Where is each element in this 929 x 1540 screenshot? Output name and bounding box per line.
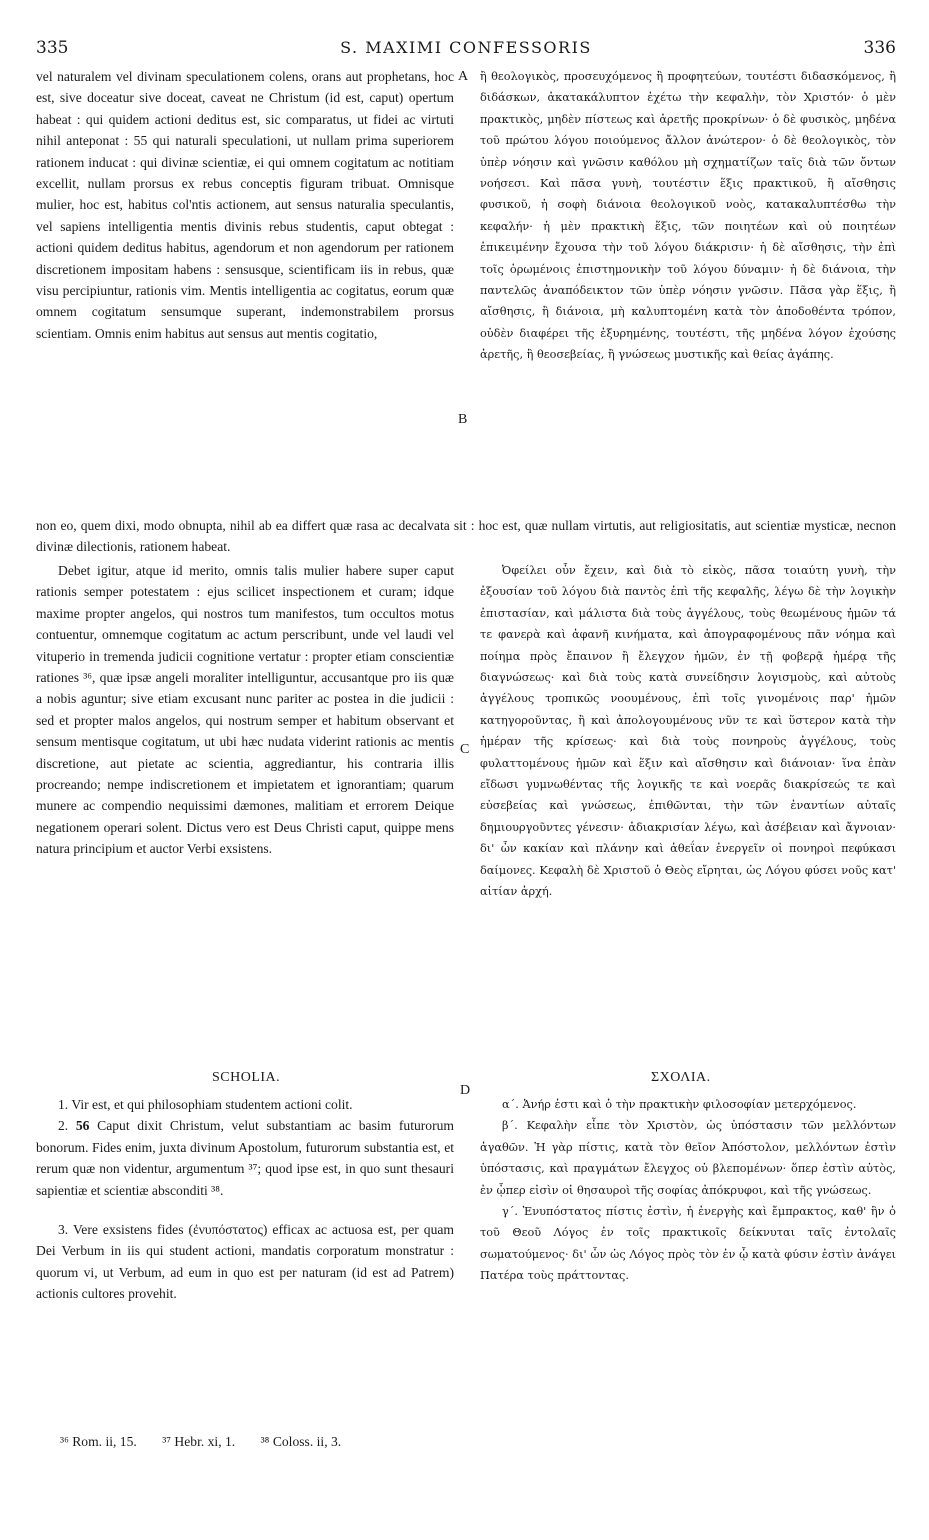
running-title: S. MAXIMI CONFESSORIS [340,38,592,57]
scholion-greek-3: γ΄. Ἐνυπόστατος πίστις ἐστὶν, ἡ ἐνεργὴς καὶ ἔμπρακτος, καθ' ἣν ὁ τοῦ Θεοῦ Λόγος ἐν τοῖς πρακτικοῖς δείκνυται ταῖς ἐντολαῖς σωματούμενος· δι' ὧν ὡς Λόγος πρὸς τὸν ἐν ᾧ κατὰ φύσιν ἐστὶν ἀνάγει Πατέρα τοὺς πράττοντας. [480,1205,896,1283]
footnote-36: ³⁶ Rom. ii, 15. [60,1434,137,1449]
latin-text-2: Debet igitur, atque id merito, omnis talis mulier habere super caput rationis semper potestatem : ejus scilicet inspectionem et curam; idque maxime propter angelos, qui nostros tum manifestos, tum occultos motus contuentur, omnemque cogitatum ac actum perscribunt, unde vel laudi vel vituperio in tremenda judicii cognitione vertatur : propter etiam conscientiæ rationes ³⁶, quæ ipsæ angeli moraliter intelliguntur, accusantque pro iis quæ a nobis aguntur; sive etiam excusant nunc pariter ac postea in die judicii : sed et propter malos angelos, qui nostrum semper et habitum observant et sensum mentisque cogitatum, ut ubi hæc nudata viderint rationis ac mentis discretione, aut pietate ac scientia, aggrediantur, his contraria illis procreando; nempe indiscretionem et impietatem et ignorantiam; quarum munere ac compendio nequissimi dæmones, malitiam et errorem Deique negationem operari solent. Dictus vero est Deus Christi caput, quippe mens natura principium et auctor Verbi exsistens. [36,563,454,857]
scholion-latin-3: 3. Vere exsistens fides (ἐνυπόστατος) efficax ac actuosa est, per quam Dei Verbum in iis qui student actioni, mandatis corporatum monstratur : quorum vi, ut Verbum, ad eum in quo est per naturam (id est ad Patrem) actionis cultores provehit. [36,1222,454,1302]
section-marker-a: A [458,69,469,84]
margin-number: 56 [75,1118,90,1134]
scholion-latin-2-number: 2. [58,1118,69,1134]
page-number-left: 335 [36,38,69,58]
scholia-latin [36,1094,454,1305]
scholion-greek-1: α΄. Ἀνήρ ἐστι καὶ ὁ τὴν πρακτικὴν φιλοσοφίαν μετερχόμενος. [502,1098,857,1111]
greek-text-1: ἢ θεολογικὸς, προσευχόμενος ἢ προφητεύων, τουτέστι διδασκόμενος, ἢ διδάσκων, ἀκατακάλυπτον ἐχέτω τὴν κεφαλὴν, τὸν Χριστόν· ὁ μὲν πρακτικὸς, μηδὲν πίστεως καὶ ἀρετῆς προκρίνων· ὁ δὲ φυσικὸς, μηδένα τοῦ πρώτου λόγου ποιούμενος ἄλλον ἀνώτερον· ὁ δὲ θεολογικὸς, τὸν ὑπὲρ νόησιν καὶ γνῶσιν καθόλου μὴ σχηματίζων ταῖς διὰ τῶν ὄντων νοήσεσι. Καὶ πᾶσα γυνὴ, τουτέστιν ἕξις πρακτικοῦ, ἢ αἴσθησις φυσικοῦ, ἡ σοφὴ διάνοια θεολογικοῦ νοὸς, κατακαλυπτέσθω τὴν κεφαλήν· ἡ μὲν πρακτικὴ ἕξις, τῶν ποιητέων καὶ οὐ ποιητέων ἐπικειμένην ἔχουσα τὴν τοῦ λόγου διάκρισιν· ἡ δὲ αἴσθησις, τὴν ἐπὶ τοῖς ὁρωμένοις ἐπιστημονικὴν τοῦ λόγου δύναμιν· ἡ δὲ διάνοια, τὴν παντελῶς ἀναπόδεικτον τῶν ὑπὲρ νόησιν γνῶσιν. Πᾶσα γὰρ ἕξις, ἢ αἴσθησις, ἢ διάνοια, μὴ καλυπτομένη κατὰ τὸν ἀποδοθέντα τρόπον, οὐδὲν διαφέρει τῆς ἐξυρημένης, τουτέστι, τῆς μηδένα λόγον ἐχούσης ἀρετῆς, ἢ θεοσεβείας, ἢ γνώσεως μυστικῆς καὶ θείας ἀγάπης. [480,70,896,362]
section-marker-c: C [460,742,470,757]
page-number-right: 336 [863,38,896,58]
scholia-greek-heading: ΣΧΟΛΙΑ. [651,1070,711,1085]
scholion-latin-2 [36,1115,454,1201]
scholia-greek [480,1094,896,1287]
section-marker-b: B [458,412,468,427]
footnote-37: ³⁷ Hebr. xi, 1. [162,1434,236,1449]
scholion-latin-2-text: Caput dixit Christum, velut substantiam ac basim futurorum bonorum. Fides enim, juxta divinum Apostolum, futurorum substantia est, et rerum quæ non videntur, argumentum ³⁷; quod ipse est, in quo sunt thesauri sapientiæ et scientiæ absconditi ³⁸. [36,1118,454,1198]
footnotes [60,1434,363,1450]
section-marker-d: D [460,1083,471,1098]
latin-text-full-width: non eo, quem dixi, modo obnupta, nihil ab ea differt quæ rasa ac decalvata sit : hoc est, quæ nullam virtutis, aut religiositatis, aut scientiæ mysticæ, necnon divinæ dilectionis, rationem habeat. [36,518,896,555]
footnote-38: ³⁸ Coloss. ii, 3. [260,1434,342,1449]
latin-text-1: vel naturalem vel divinam speculationem colens, orans aut prophetans, hoc est, sive doceatur sive doceat, caveat ne Christum (id est, caput) opertum habeat : qui quidem actioni deditus est, sic comparatus, ut fidei ac virtuti nihil anteponat : 55 qui naturali speculationi, ut nullam prima superiorem rationem inducat : qui divinæ scientiæ, ei qui omnem cogitatum ac notitiam excellit, nullam prorsus ex rebus conceptis figuram tribuat. Omnisque mulier, hoc est, habitus col'ntis actionem, aut sensus naturalia speculantis, vel sapiens intelligentia mentis divinis rebus studentis, caput obtegat : actioni quidem deditus habitus, agendorum et non agendorum per rationem discretionem impositam habens : sensusque, scientificam iis in rebus, quæ visu percipiuntur, rationis vim. Mentis intelligentia ac cogitatus, eorum quæ omnem cogitatum sensumque superant, indemonstrabilem prorsus scientiam. Omnis enim habitus aut sensus aut mentis cogitatio, [36,69,454,341]
scholion-latin-1: 1. Vir est, et qui philosophiam studentem actioni colit. [58,1097,353,1112]
scholion-greek-2: β΄. Κεφαλὴν εἶπε τὸν Χριστὸν, ὡς ὑπόστασιν τῶν μελλόντων ἀγαθῶν. Ἡ γὰρ πίστις, κατὰ τὸν θεῖον Ἀπόστολον, μελλόντων ἐστὶν ὑπόστασις, καὶ πραγμάτων ἔλεγχος οὐ βλεπομένων· ὅπερ ἐστὶν αὐτὸς, ἐν ᾧπερ εἰσὶν οἱ θησαυροὶ τῆς σοφίας ἀπόκρυφοι, καὶ τῆς γνώσεως. [480,1119,896,1197]
scholia-latin-heading: SCHOLIA. [212,1070,281,1085]
greek-text-2: Ὀφείλει οὖν ἔχειν, καὶ διὰ τὸ εἰκὸς, πᾶσα τοιαύτη γυνὴ, τὴν ἐξουσίαν τοῦ λόγου διὰ παντὸς ἐπὶ τῆς κεφαλῆς, λέγω δὲ τὴν λογικὴν ἐπιστασίαν, καὶ μάλιστα διὰ τοὺς ἀγγέλους, τοὺς θεωμένους ἡμῶν τά τε φανερὰ καὶ ἀφανῆ κινήματα, καὶ ἀπογραφομένους πᾶν νόημα καὶ ποίημα πρὸς ἔπαινον ἢ ἔλεγχον ἡμῶν, ἐν τῇ φοβερᾷ ἡμέρᾳ τῆς διαγνώσεως· καὶ διὰ τοὺς κατὰ συνείδησιν λογισμοὺς, καὶ αὐτοὺς ἀγγέλους τροπικῶς νοουμένους, ἐπὶ τοῖς γινομένοις παρ' ἡμῶν κατηγοροῦντας, ἢ καὶ ἀπολογουμένους νῦν τε καὶ ὕστερον κατὰ τὴν ἡμέραν τῆς κρίσεως· καὶ διὰ τοὺς πονηροὺς ἀγγέλους, τοὺς φυλαττομένους ἡμῶν καὶ ἕξιν καὶ αἴσθησιν καὶ διάνοιαν· ἵνα ἐπὰν εἴδωσι γυμνωθέντας τῆς λογικῆς τε καὶ νοερᾶς διακρίσεώς τε καὶ εὐσεβείας καὶ γνώσεως, ἐπιθῶνται, τὴν τῶν ἐναντίων αὐταῖς δημιουργοῦντες γένεσιν· ἀδιακρισίαν λέγω, καὶ ἀσέβειαν καὶ ἄγνοιαν· δι' ὧν κακίαν καὶ πλάνην καὶ ἀθεΐαν ἐνεργεῖν οἱ πονηροὶ πεφύκασι δαίμονες. Κεφαλὴ δὲ Χριστοῦ ὁ Θεὸς εἴρηται, ὡς Λόγου φύσει νοῦς κατ' αἰτίαν ἀρχή. [480,564,896,899]
running-header [36,38,896,60]
